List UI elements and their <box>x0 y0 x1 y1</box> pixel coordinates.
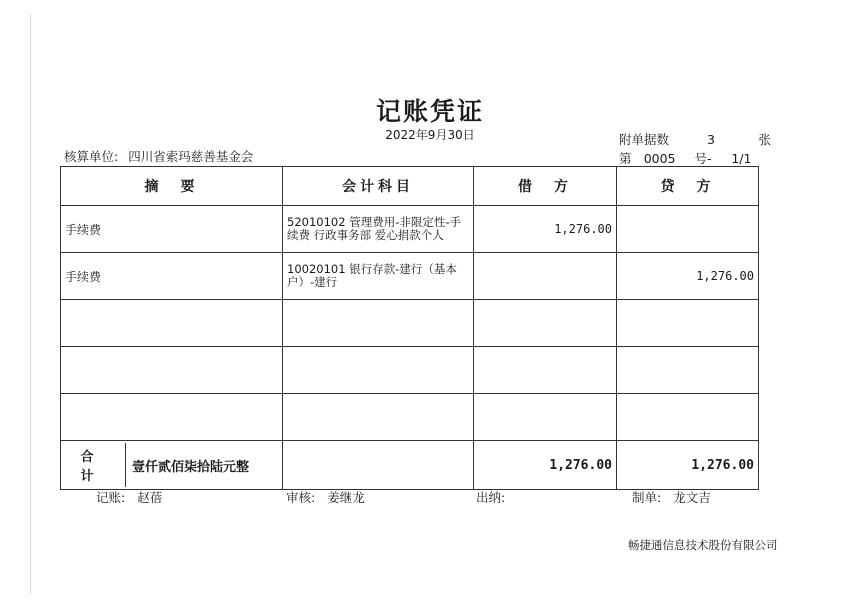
accounting-unit <box>64 147 253 165</box>
page-number: 1/1 <box>731 151 752 166</box>
total-row <box>61 441 759 490</box>
row-debit <box>474 347 617 394</box>
row-summary: 手续费 <box>61 253 283 300</box>
table-row <box>61 206 759 253</box>
table-row <box>61 300 759 347</box>
bookkeeper-signature <box>96 488 162 506</box>
row-debit <box>474 394 617 441</box>
row-debit: 1,276.00 <box>474 206 617 253</box>
attach-unit: 张 <box>758 132 771 147</box>
preparer-name: 龙文吉 <box>673 490 711 505</box>
row-debit <box>474 300 617 347</box>
software-vendor: 畅捷通信息技术股份有限公司 <box>628 538 778 552</box>
header-debit: 借 方 <box>474 167 617 206</box>
row-summary <box>61 394 283 441</box>
reviewer-signature <box>286 488 365 506</box>
reviewer-name: 姜继龙 <box>327 490 365 505</box>
reviewer-label: 审核: <box>286 490 316 505</box>
bookkeeper-name: 赵蓓 <box>137 490 163 505</box>
row-account <box>283 347 474 394</box>
preparer-label: 制单: <box>632 490 662 505</box>
row-account: 52010102 管理费用-非限定性-手续费 行政事务部 爱心捐款个人 <box>283 206 474 253</box>
table-row <box>61 347 759 394</box>
preparer-signature <box>632 488 711 506</box>
header-summary: 摘 要 <box>61 167 283 206</box>
row-credit <box>617 347 759 394</box>
voucher-table <box>60 166 759 490</box>
attachment-count <box>619 130 771 148</box>
total-credit: 1,276.00 <box>617 441 759 490</box>
table-header-row <box>61 167 759 206</box>
attach-count: 3 <box>707 132 715 147</box>
row-account: 10020101 银行存款-建行（基本户）-建行 <box>283 253 474 300</box>
no-value: 0005 <box>643 151 676 166</box>
unit-label: 核算单位: <box>64 149 119 164</box>
row-summary: 手续费 <box>61 206 283 253</box>
attach-label: 附单据数 <box>619 132 670 147</box>
row-summary <box>61 300 283 347</box>
voucher-date: 2022年9月30日 <box>385 128 475 142</box>
total-debit: 1,276.00 <box>474 441 617 490</box>
row-credit <box>617 300 759 347</box>
cashier-label: 出纳: <box>476 490 506 505</box>
header-account: 会计科目 <box>283 167 474 206</box>
table-row <box>61 253 759 300</box>
total-account <box>283 441 474 490</box>
header-credit: 贷 方 <box>617 167 759 206</box>
voucher-title: 记账凭证 <box>375 97 484 126</box>
amount-in-words: 壹仟贰佰柒拾陆元整 <box>132 459 250 475</box>
row-account <box>283 300 474 347</box>
table-row <box>61 394 759 441</box>
row-account <box>283 394 474 441</box>
row-debit <box>474 253 617 300</box>
total-label: 合 计 <box>61 443 126 487</box>
bookkeeper-label: 记账: <box>96 490 126 505</box>
cashier-signature <box>476 488 513 506</box>
unit-name: 四川省索玛慈善基金会 <box>128 149 254 164</box>
total-label-cell <box>61 441 283 490</box>
no-prefix: 第 <box>619 151 632 166</box>
no-suffix: 号- <box>694 151 712 166</box>
row-credit <box>617 394 759 441</box>
voucher-number <box>619 149 751 167</box>
row-credit: 1,276.00 <box>617 253 759 300</box>
row-credit <box>617 206 759 253</box>
row-summary <box>61 347 283 394</box>
